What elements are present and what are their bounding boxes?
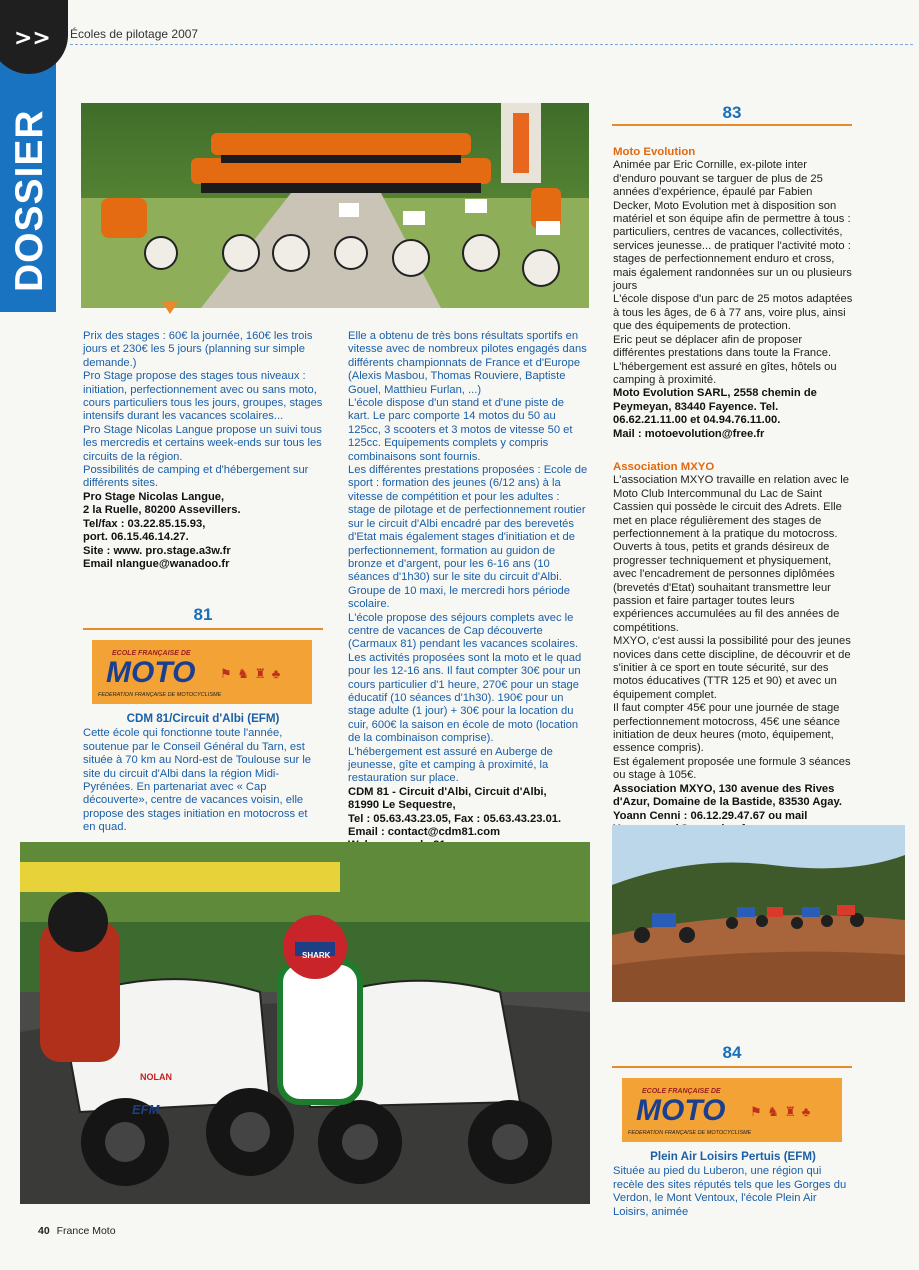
school-81-intro: Cette école qui fonctionne toute l'année, soutenue par le Conseil Général du Tarn, est située à 70 km au Nord-est de Toulouse sur le site du circuit d'Albi dans la région Midi-Pyrénées. En partenariat avec « Cap découverte», centre de vacances voisin, elle propose des stages initiation en motocross et en quad. bbox=[83, 727, 312, 834]
cdm81-column bbox=[348, 330, 588, 853]
moto-evolution-paragraph: L'hébergement est assuré en gîtes, hôtels ou camping à proximité. bbox=[613, 360, 837, 386]
group-photo bbox=[81, 103, 589, 308]
cdm81-paragraph: L'école propose des séjours complets avec le centre de vacances de Cap découverte (Carmaux 81) pendant les vacances scolaires. Les activités proposées sont la moto et le quad pour les 12-16 ans. Il faut compter 30€ pour un cours particulier d'1 heure, 270€ pour un stage éducatif (10 séances d'1h30). 190€ pour un stage adulte (1 jour) + 30€ pour la location du cuir, 600€ la saison en école de moto (location de la combinaison comprise). bbox=[348, 611, 582, 745]
region-rule-84 bbox=[612, 1066, 852, 1068]
cdm81-contact: CDM 81 - Circuit d'Albi, Circuit d'Albi, bbox=[348, 785, 547, 798]
plein-air-column bbox=[613, 1150, 853, 1219]
motocross-track-illustration bbox=[612, 825, 905, 1002]
efm-logo-top: ECOLE FRANÇAISE DE bbox=[642, 1088, 721, 1095]
efm-logo-federation: FEDERATION FRANÇAISE DE MOTOCYCLISME bbox=[98, 692, 222, 698]
motocross-track-photo bbox=[612, 825, 905, 1002]
efm-logo-main: MOTO bbox=[106, 656, 196, 689]
caption-pointer bbox=[162, 302, 178, 314]
pro-stage-contact: Pro Stage Nicolas Langue, bbox=[83, 490, 225, 503]
region-rule-81 bbox=[83, 628, 323, 630]
region-number-83: 83 bbox=[722, 103, 742, 122]
region-rule-83 bbox=[612, 124, 852, 126]
pro-stage-column bbox=[83, 330, 323, 571]
cdm81-paragraph: Elle a obtenu de très bons résultats sportifs en vitesse avec de nombreux pilotes engagés dans différents championnats de France et d'Europe (Alexis Masbou, Thomas Rouviere, Baptiste Gouel, Matthieu Furlan, ...) bbox=[348, 330, 587, 396]
circuit-race-illustration bbox=[20, 842, 590, 1204]
moto-evolution-paragraph: Animée par Eric Cornille, ex-pilote inter d'enduro pouvant se targuer de plus de 25 années d'expérience, épaulé par Fabien Decker, Moto Evolution met à disposition son matériel et son équipe afin de permettre à tous : particuliers, centres de vacances, collectivités, services jeunesse... de pratiquer l'activité moto : stages de perfectionnement enduro et cross, mais également randonnées sur un ou plusieurs jours bbox=[613, 159, 852, 293]
pro-stage-website[interactable]: Site : www. pro.stage.a3w.fr bbox=[83, 544, 231, 557]
efm-logo bbox=[622, 1078, 842, 1142]
pro-stage-paragraph: Prix des stages : 60€ la journée, 160€ les trois jours et 230€ les 5 jours (planning sur simple demande.) bbox=[83, 330, 313, 369]
pro-stage-paragraph: Pro Stage Nicolas Langue propose un suivi tous les mercredis et certains week-ends sur tous les circuits de la région. bbox=[83, 423, 322, 463]
school-81-title: CDM 81/Circuit d'Albi (EFM) bbox=[126, 712, 280, 725]
mxyo-paragraph: L'association MXYO travaille en relation avec le Moto Club Intercommunal du Lac de Saint Cassien qui possède le circuit des Adrets. Elle met en place régulièrement des stages de perfectionnement à la pratique du motocross. Ouverts à tous, petits et grands désireux de progresser techniquement et physiquement, avec l'encadrement de personnes diplômées (brevetés d'Etat) souhaitant transmettre leur passion et faire partager toutes leurs expériences accumulées au fil des années de compétitions. bbox=[613, 474, 849, 634]
cdm81-paragraph: Les différentes prestations proposées : Ecole de sport : formation des jeunes (6/12 ans) à la vitesse de compétition et pour les adultes : stage de pilotage et de perfectionnement routier sur le circuit d'Albi encadré par des bereveté​s d'Etat mais également stages d'initiation et de perfectionnement, formation au guidon de bronze et d'argent, pour les 6-16 ans (10 séances d'1h30) sur le site du circuit d'Albi. Groupe de 10 maxi, le mercredi hors période scolaire. bbox=[348, 464, 588, 611]
cdm81-intro-block bbox=[83, 712, 323, 835]
section-label: DOSSIER bbox=[8, 109, 51, 292]
race-plate-nolan: NOLAN bbox=[140, 1072, 172, 1082]
chevron-right-icon: >> bbox=[14, 26, 51, 51]
pro-stage-email[interactable]: Email nlangue@wanadoo.fr bbox=[83, 557, 230, 570]
magazine-name: France Moto bbox=[56, 1225, 116, 1237]
efm-discipline-icons: ⚑ ♞ ♜ ♣ bbox=[750, 1104, 812, 1119]
mxyo-contact: Association MXYO, 130 avenue des Rives d'Azur, Domaine de la Bastide, 83530 Agay. Yoann Cenni : 06.12.29.47.67 ou mail bbox=[613, 782, 842, 822]
region-number-81: 81 bbox=[193, 605, 213, 624]
mxyo-paragraph: Est également proposée une formule 3 séances ou stage à 105€. bbox=[613, 755, 851, 782]
section-title: Écoles de pilotage 2007 bbox=[70, 27, 199, 41]
group-photo-illustration bbox=[81, 103, 589, 308]
header-divider bbox=[70, 44, 913, 45]
efm-discipline-icons: ⚑ ♞ ♜ ♣ bbox=[220, 666, 282, 681]
efm-logo bbox=[92, 640, 312, 704]
mxyo-paragraph: MXYO, c'est aussi la possibilité pour des jeunes novices dans cette discipline, de découvrir et de s'initier à ce sport en toute sécurité, sur des motos éducatives (TTR 125 et 90) et avec un équipement complet. bbox=[613, 635, 851, 701]
efm-logo-main: MOTO bbox=[636, 1094, 726, 1127]
pro-stage-paragraph: Possibilités de camping et d'hébergement sur différents sites. bbox=[83, 464, 309, 490]
cdm81-paragraph: L'école dispose d'un stand et d'une piste de kart. Le parc comporte 14 motos du 50 au 125cc, 3 scooters et 3 motos de vitesse 50 et 125cc. Equipements complets y compris combinaisons sont fournis. bbox=[348, 397, 573, 463]
moto-evolution-heading: Moto Evolution bbox=[613, 146, 696, 158]
helmet-brand-shark: SHARK bbox=[302, 951, 331, 960]
moto-evolution-paragraph: L'école dispose d'un parc de 25 motos adaptées à tous les âges, de 6 à 77 ans, voire plus, ainsi que des équipements de protection. bbox=[613, 293, 853, 333]
mxyo-paragraph: Il faut compter 45€ pour une journée de stage perfectionnement motocross, 45€ une séance initiation de deux heures (moto, équipement, essence compris). bbox=[613, 702, 840, 755]
pro-stage-paragraph: Pro Stage propose des stages tous niveaux : initiation, perfectionnement avec ou sans moto, cours particuliers tous les jours, groupes, stages intensifs durant les vacances scolaires... bbox=[83, 370, 323, 423]
pro-stage-phone: Tel/fax : 03.22.85.15.93, bbox=[83, 517, 206, 530]
pro-stage-mobile: port. 06.15.46.14.27. bbox=[83, 531, 189, 544]
efm-logo-federation: FEDERATION FRANÇAISE DE MOTOCYCLISME bbox=[628, 1130, 752, 1136]
dossier-sidebar bbox=[0, 0, 56, 312]
cdm81-paragraph: L'hébergement est assuré en Auberge de jeunesse, gîte et camping à proximité, la restauration sur place. bbox=[348, 745, 553, 785]
moto-evolution-column bbox=[613, 146, 853, 836]
moto-evolution-paragraph: Eric peut se déplacer afin de proposer différentes prestations dans toute la France. bbox=[613, 333, 832, 360]
moto-evolution-contact: Moto Evolution SARL, 2558 chemin de Peymeyan, 83440 Fayence. Tel. 06.62.21.11.00 et 04.94.76.11.00. bbox=[613, 387, 817, 427]
cdm81-city: 81990 Le Sequestre, bbox=[348, 799, 456, 812]
pro-stage-address: 2 la Ruelle, 80200 Assevillers. bbox=[83, 504, 241, 517]
page-number: 40 bbox=[38, 1225, 50, 1237]
cdm81-email[interactable]: Email : contact@cdm81.com bbox=[348, 826, 501, 839]
moto-evolution-email[interactable]: Mail : motoevolution@free.fr bbox=[613, 427, 765, 440]
cdm81-phone: Tel : 05.63.43.23.05, Fax : 05.63.43.23.01. bbox=[348, 812, 562, 825]
school-84-title: Plein Air Loisirs Pertuis (EFM) bbox=[650, 1150, 816, 1163]
race-plate-efm: EFM bbox=[132, 1102, 160, 1117]
page-footer bbox=[38, 1225, 116, 1237]
efm-logo-top: ECOLE FRANÇAISE DE bbox=[112, 650, 191, 657]
school-84-intro: Située au pied du Luberon, une région qui recèle des sites réputés tels que les Gorges du Verdon, le Mont Ventoux, l'école Plein Air Loisirs, animée bbox=[613, 1165, 847, 1218]
circuit-race-photo bbox=[20, 842, 590, 1204]
mxyo-heading: Association MXYO bbox=[613, 460, 715, 473]
region-number-84: 84 bbox=[722, 1043, 742, 1062]
